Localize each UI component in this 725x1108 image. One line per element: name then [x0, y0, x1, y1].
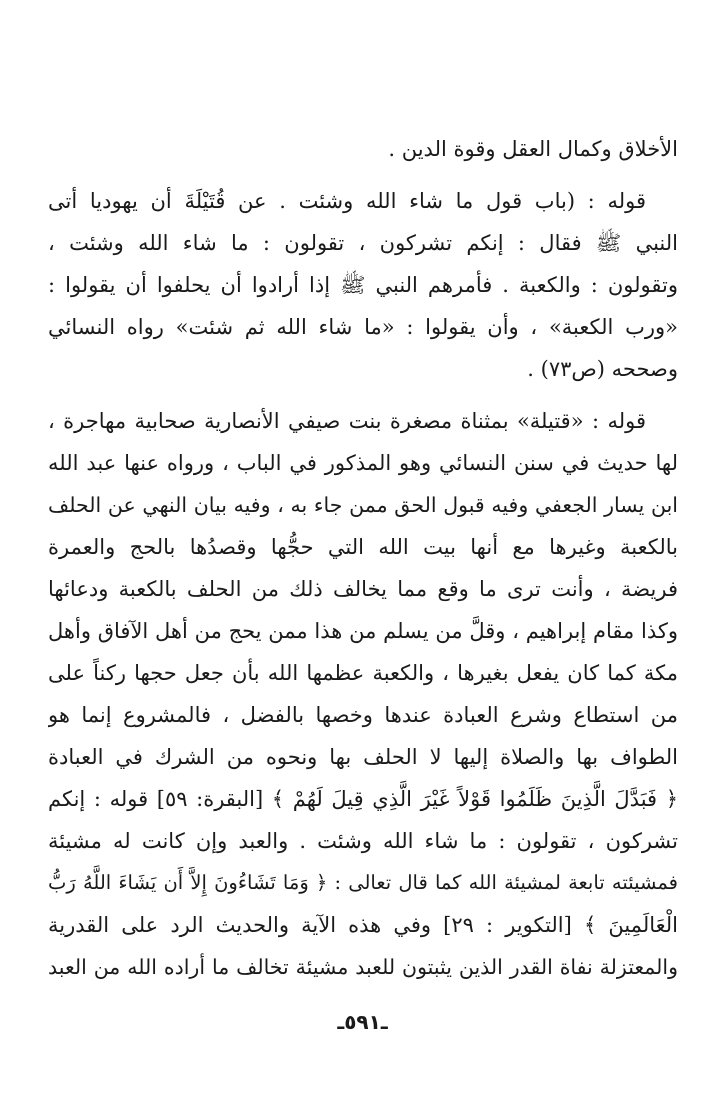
text-line: قوله : «قتيلة» بمثناة مصغرة بنت صيفي الأنصارية صحابية مهاجرة ،: [48, 409, 646, 433]
quran-verse-line: فمشيئته تابعة لمشيئة الله كما قال تعالى : ﴿ وَمَا تَشَاءُونَ إِلاَّ أَن يَشَاءَ اللَّهُ رَبُّ: [48, 871, 678, 894]
text-line: ابن يسار الجعفي وفيه قبول الحق ممن جاء به ، وفيه بيان النهي عن الحلف: [48, 493, 678, 517]
text-line: من استطاع وشرع العبادة عندها وخصها بالفضل ، فالمشروع إنما هو: [48, 703, 678, 727]
text-line: الأخلاق وكمال العقل وقوة الدين .: [388, 137, 678, 161]
text-line: وتقولون : والكعبة . فأمرهم النبي ﷺ إذا أرادوا أن يحلفوا أن يقولوا :: [48, 273, 678, 297]
page-body: [48, 128, 678, 988]
text-line: تشركون ، تقولون : ما شاء الله وشئت . والعبد وإن كانت له مشيئة: [48, 829, 678, 853]
text-line: «ورب الكعبة» ، وأن يقولوا : «ما شاء الله ثم شئت» رواه النسائي: [48, 315, 678, 339]
text-line: لها حديث في سنن النسائي وهو المذكور في الباب ، ورواه عنها عبد الله: [48, 451, 678, 475]
page-number: ـ٥٩١ـ: [337, 1010, 388, 1034]
quran-verse-line: الْعَالَمِينَ ﴾ [التكوير : ٢٩] وفي هذه الآية والحديث الرد على القدرية: [48, 913, 678, 937]
text-line: مكة كما كان يفعل بغيرها ، والكعبة عظمها الله بأن جعل حجها ركناً على: [48, 661, 678, 685]
text-line: النبي ﷺ فقال : إنكم تشركون ، تقولون : ما شاء الله وشئت ،: [48, 231, 678, 255]
text-line: وكذا مقام إبراهيم ، وقلَّ من يسلم من هذا ممن يحج من أهل الآفاق وأهل: [48, 619, 678, 643]
text-line: الطواف بها والصلاة إليها لا الحلف بها ونحوه من الشرك في العبادة: [48, 745, 678, 769]
text-line: والمعتزلة نفاة القدر الذين يثبتون للعبد مشيئة تخالف ما أراده الله من العبد: [48, 955, 678, 979]
text-line: فريضة ، وأنت ترى ما وقع مما يخالف ذلك من الحلف بالكعبة ودعائها: [48, 577, 678, 601]
quran-verse-line: ﴿ فَبَدَّلَ الَّذِينَ ظَلَمُوا قَوْلاً غَيْرَ الَّذِي قِيلَ لَهُمْ ﴾ [البقرة: ٥٩] قوله : إنكم: [48, 787, 678, 811]
text-line: قوله : (باب قول ما شاء الله وشئت . عن قُتَيْلَةَ أن يهوديا أتى: [48, 189, 646, 213]
text-line: بالكعبة وغيرها مع أنها بيت الله التي حجُّها وقصدُها بالحج والعمرة: [48, 535, 678, 559]
text-line: وصححه (ص٧٣) .: [527, 357, 678, 381]
